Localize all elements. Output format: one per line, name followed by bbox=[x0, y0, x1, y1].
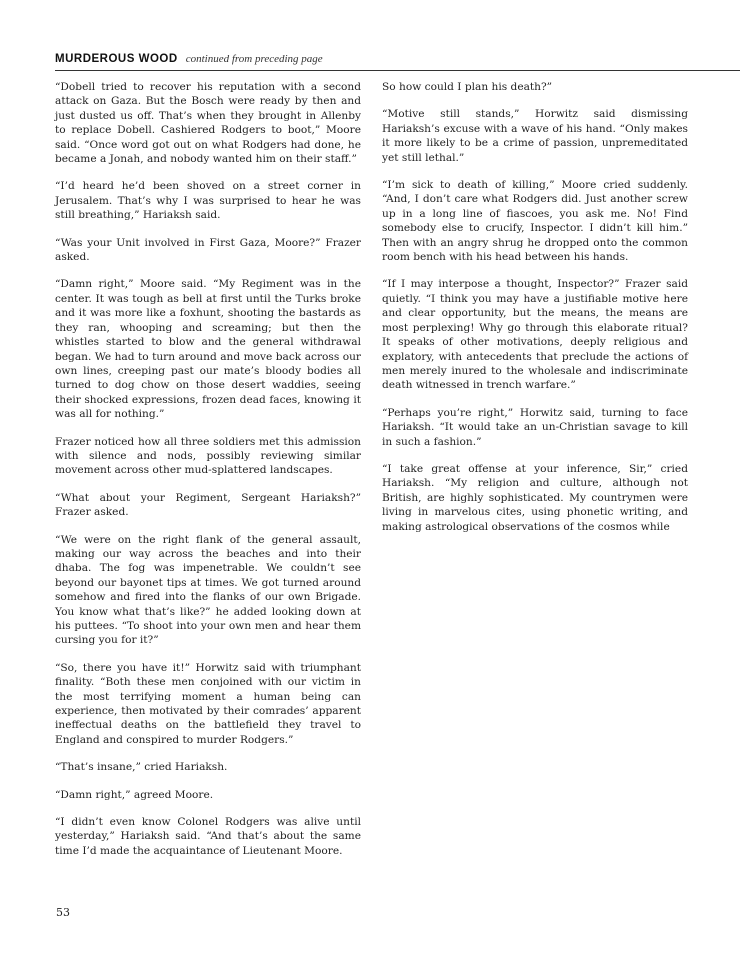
page-number: 53 bbox=[56, 906, 70, 919]
paragraph: “I take great offense at your inference, Sir,” cried Hariaksh. “My religion and culture, although not British, are highly sophisticated. My countrymen were living in marvelous cites, using phonetic writing, and making astrological observations of the cosmos while bbox=[382, 462, 688, 533]
paragraph: “What about your Regiment, Sergeant Hariaksh?” Frazer asked. bbox=[55, 491, 361, 519]
paragraph: “Was your Unit involved in First Gaza, Moore?” Frazer asked. bbox=[55, 236, 361, 264]
paragraph: “So, there you have it!” Horwitz said with triumphant finality. “Both these men conjoined with our victim in the most terrifying moment a human being can experience, then motivated by their comrades’ apparent ineffectual deaths on the battlefield they travel to England and conspired to murder Rodgers.” bbox=[55, 661, 361, 746]
paragraph: So how could I plan his death?” bbox=[382, 81, 553, 93]
right-column bbox=[382, 80, 688, 547]
left-column bbox=[55, 80, 361, 871]
running-header-subtitle: continued from preceding page bbox=[185, 53, 323, 65]
paragraph: “Perhaps you’re right,” Horwitz said, turning to face Hariaksh. “It would take an un-Christian savage to kill in such a fashion.” bbox=[382, 406, 688, 448]
paragraph: “Dobell tried to recover his reputation with a second attack on Gaza. But the Bosch were ready by then and just dusted us off. That’s when they brought in Allenby to replace Dobell. Cashiered Rodgers to boot,” Moore said. “Once word got out on what Rodgers had done, he became a Jonah, and nobody wanted him on their staff.” bbox=[55, 81, 361, 166]
paragraph: “I didn’t even know Colonel Rodgers was alive until yesterday,” Hariaksh said. “And that’s about the same time I’d made the acquaintance of Lieutenant Moore. bbox=[55, 816, 361, 857]
paragraph: “That’s insane,” cried Hariaksh. bbox=[55, 761, 228, 774]
paragraph: “We were on the right flank of the general assault, making our way across the beaches and into their dhaba. The fog was impenetrable. We couldn’t see beyond our bayonet tips at times. We got turned around somehow and fired into the flanks of our own Brigade. You know what that’s like?” he added looking down at his puttees. “To shoot into your own men and hear them cursing you for it?” bbox=[55, 533, 361, 647]
running-header bbox=[55, 47, 740, 71]
paragraph: “I’m sick to death of killing,” Moore cried suddenly. “And, I don’t care what Rodgers did. Just another screw up in a long line of fiascoes, you ask me. No! Find somebody else to crucify, Inspector. I didn’t kill him.” Then with an angry shrug he dropped onto the common room bench with his head between his hands. bbox=[382, 179, 688, 264]
paragraph: Frazer noticed how all three soldiers met this admission with silence and nods, possibly reviewing similar movement across other mud-splattered landscapes. bbox=[55, 435, 361, 477]
paragraph: “Motive still stands,” Horwitz said dismissing Hariaksh’s excuse with a wave of his hand. “Only makes it more likely to be a crime of passion, unpremeditated yet still lethal.” bbox=[382, 108, 688, 164]
paragraph: “Damn right,” Moore said. “My Regiment was in the center. It was tough as bell at first until the Turks broke and it was more like a foxhunt, shooting the bastards as they ran, whooping and screaming; but then the whistles started to blow and the general withdrawal began. We had to turn around and move back across our own lines, creeping past our mate’s bloody bodies all turned to dog chow on those desert waddies, seeing their shocked expressions, frozen dead faces, knowing it was all for nothing.” bbox=[55, 278, 361, 421]
paragraph: “Damn right,” agreed Moore. bbox=[55, 788, 214, 801]
paragraph: “I’d heard he’d been shoved on a street corner in Jerusalem. That’s why I was surprised to hear he was still breathing,” Hariaksh said. bbox=[55, 180, 361, 222]
paragraph: “If I may interpose a thought, Inspector?” Frazer said quietly. “I think you may have a justifiable motive here and clear opportunity, but the means, the means are most perplexing! Why go through this elaborate ritual? It speaks of other motivations, deeply religious and explatory, with antecedents that preclude the actions of men merely inured to the wholesale and indiscriminate death witnessed in trench warfare.” bbox=[382, 278, 688, 392]
running-header-title: MURDEROUS WOOD bbox=[55, 53, 178, 65]
